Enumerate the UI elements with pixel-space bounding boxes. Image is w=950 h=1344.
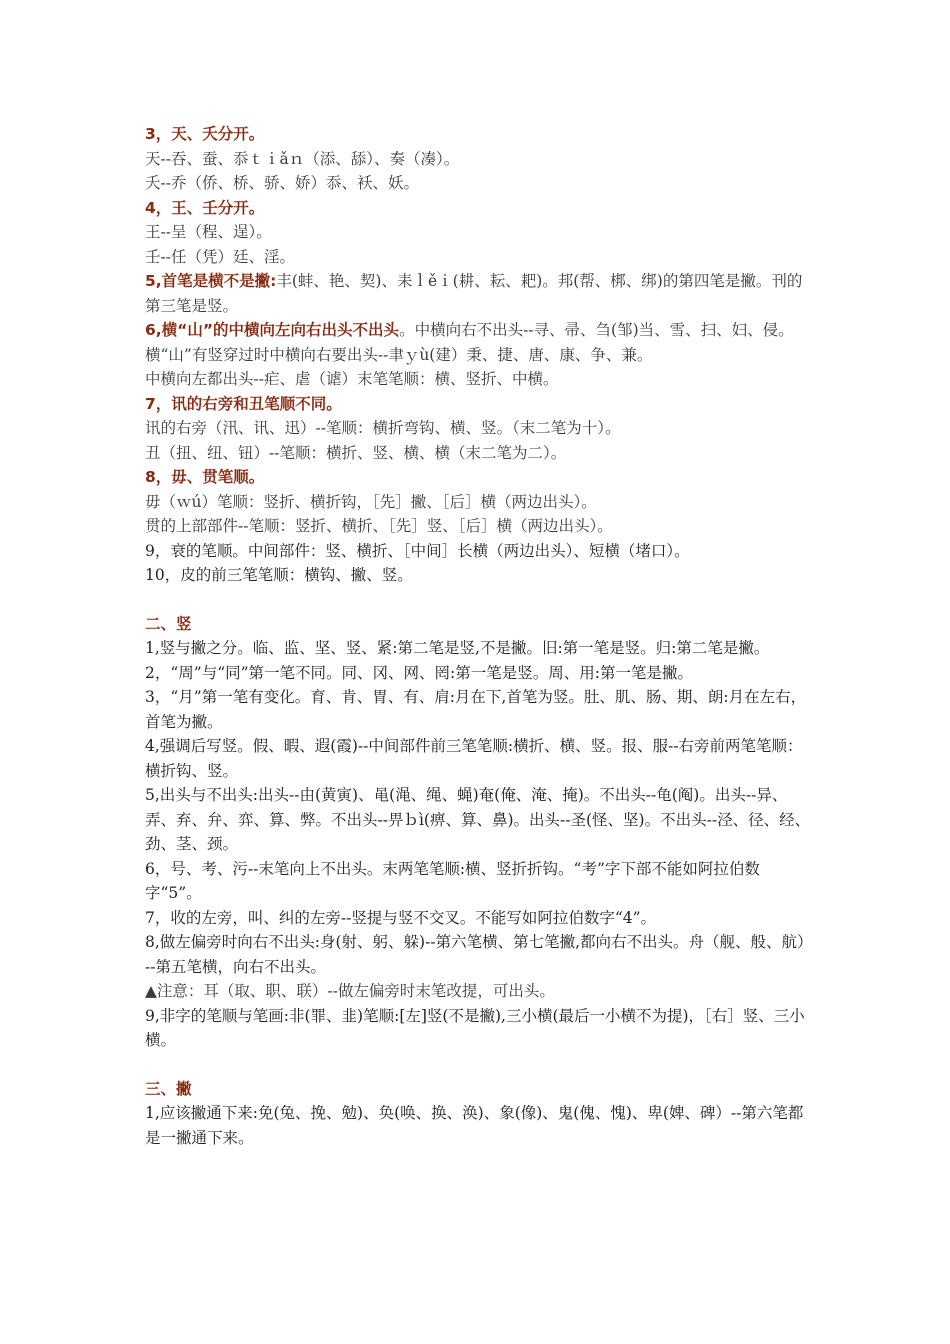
paragraph: 2，“周”与“同”第一笔不同。同、冈、网、罔:第一笔是竖。周、用:第一笔是撇。 (145, 663, 694, 682)
inline-heading-item-5: 5,首笔是横不是撇: (145, 272, 277, 290)
text-line: 10，皮的前三笔笔顺：横钩、撇、竖。 (145, 566, 413, 584)
paragraph: 7，收的左旁，叫、纠的左旁--竖提与竖不交叉。不能写如阿拉伯数字“4”。 (145, 908, 657, 927)
text-line: 夭--乔（侨、桥、骄、娇）忝、袄、妖。 (145, 174, 419, 192)
inline-heading-item-6: 6,横“山”的中横向左向右出头不出头 (145, 321, 400, 339)
paragraph-text: 丰(蚌、艳、契)、耒ｌěｉ(耕、耘、耙)。邦(帮、梆、绑)的第四笔是撇。刊的第三笔是竖。 (145, 272, 803, 315)
text-line: 王--呈（程、逞）。 (145, 223, 272, 241)
heading-item-7: 7，讯的右旁和丑笔顺不同。 (145, 394, 342, 413)
paragraph-item-5 (145, 269, 815, 318)
paragraph: 3，“月”第一笔有变化。育、肯、胃、有、肩:月在下,首笔为竖。肚、肌、肠、期、朗:月在左右，首笔为撇。 (145, 688, 807, 731)
section-title-left-falling: 三、撇 (145, 1079, 192, 1098)
paragraph-text: 。中横向右不出头--寻、帚、刍(邹)当、雪、扫、妇、侵。 (399, 321, 794, 339)
section-title-vertical: 二、竖 (145, 614, 192, 633)
text-line: 讯的右旁（汛、讯、迅）--笔顺：横折弯钩、横、竖。（末二笔为十）。 (145, 419, 621, 437)
heading-item-8: 8，毋、贯笔顺。 (145, 468, 265, 486)
paragraph: 4,强调后写竖。假、暇、遐(霞)--中间部件前三笔笔顺:横折、横、竖。报、服--右旁前两笔笔顺：横折钩、竖。 (145, 737, 803, 780)
text-line: 中横向左都出头--疟、虐（谑）末笔笔顺：横、竖折、中横。 (145, 370, 559, 388)
paragraph: 9,非字的笔顺与笔画:非(罪、韭)笔顺:[左]竖(不是撇),三小横(最后一小横不为提)，［右］竖、三小横。 (145, 1006, 805, 1049)
text-line: 丑（扭、纽、钮）--笔顺：横折、竖、横、横（末二笔为二）。 (145, 443, 567, 462)
text-line: 贯的上部部件--笔顺：竖折、横折、［先］竖、［后］横（两边出头）。 (145, 517, 613, 535)
text-line: 壬--任（凭）廷、淫。 (145, 247, 295, 266)
note-line: ▲注意：耳（取、职、联）--做左偏旁时末笔改提，可出头。 (145, 982, 555, 1000)
text-line: 毋（ｗú）笔顺：竖折、横折钩，［先］撇、［后］横（两边出头）。 (145, 492, 597, 511)
document-page (145, 122, 815, 1150)
text-line: 天--吞、蚕、忝ｔｉǎｎ（添、舔）、奏（凑）。 (145, 149, 460, 168)
text-line: 横“山”有竖穿过时中横向右要出头--聿ｙù(建）秉、捷、唐、康、争、兼。 (145, 345, 653, 364)
paragraph: 1,竖与撇之分。临、监、坚、竖、紧:第二笔是竖,不是撇。旧:第一笔是竖。归:第二笔是撇。 (145, 639, 770, 657)
heading-item-3: 3，天、夭分开。 (145, 125, 265, 143)
paragraph: 5,出头与不出头:出头--由(黄寅)、黾(渑、绳、蝇)奄(俺、淹、掩)。不出头--龟(阄)。出头--异、弄、弃、弁、弈、算、弊。不出头--畀ｂì(痹、算、鼻)。出头--圣(怪、坚)。不出头--泾、径、经、劲、茎、颈。 (145, 786, 811, 853)
paragraph-item-6 (145, 318, 815, 343)
paragraph: 1,应该撇通下来:免(兔、挽、勉)、奂(唤、换、涣)、象(像)、鬼(傀、愧)、卑(婢、碑）--第六笔都是一撇通下来。 (145, 1104, 804, 1147)
text-line: 9，衰的笔顺。中间部件：竖、横折、［中间］长横（两边出头）、短横（堵口）。 (145, 541, 690, 560)
heading-item-4: 4，王、壬分开。 (145, 198, 265, 217)
paragraph: 8,做左偏旁时向右不出头:身(射、躬、躲)--第六笔横、第七笔撇,都向右不出头。舟（舰、般、航）--第五笔横，向右不出头。 (145, 933, 813, 976)
paragraph: 6，号、考、污--末笔向上不出头。末两笔笔顺:横、竖折折钩。“考”字下部不能如阿拉伯数字“5”。 (145, 859, 760, 902)
